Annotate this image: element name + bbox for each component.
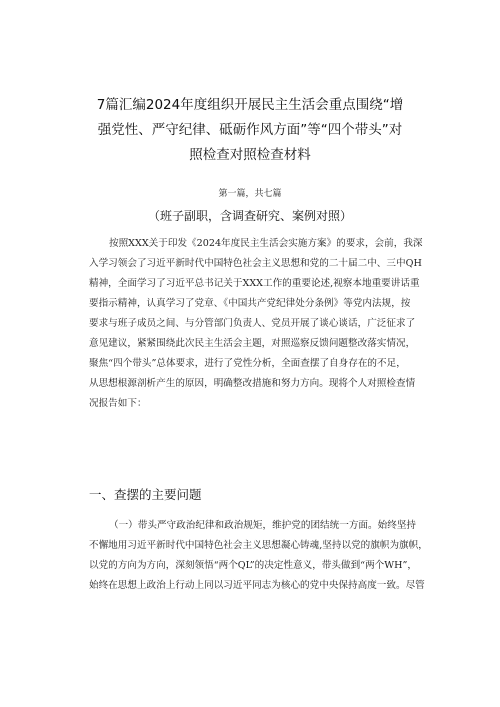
body-line: 以党的方向为方向，深刻领悟“两个QL”的决定性意义，带头做到“两个WH”， [89, 560, 417, 571]
intro-paragraph [89, 234, 433, 414]
body-line: （一）带头严守政治纪律和政治规矩，维护党的团结统一方面。始终坚持 [109, 520, 416, 531]
intro-line: 要求与班子成员之间、与分管部门负责人、党员开展了谈心谈话，广泛征求了 [89, 318, 416, 329]
intro-line: 况报告如下： [89, 398, 147, 409]
intro-line: 按照XXX关于印发《2024年度民主生活会实施方案》的要求，会前，我深 [109, 238, 423, 249]
title-line-2: 强党性、严守纪律、砥砺作风方面”等“四个带头”对 [97, 122, 403, 138]
intro-line: 意见建议，紧紧围绕此次民主生活会主题，对照巡察反馈问题整改落实情况， [89, 338, 416, 349]
section-heading-1: 一、查摆的主要问题 [89, 487, 202, 502]
document-subtitle: （班子副职，含调查研究、案例对照） [147, 209, 352, 223]
title-line-1: 7篇汇编2024年度组织开展民主生活会重点围绕“增 [96, 97, 404, 113]
piece-label: 第一篇，共七篇 [218, 189, 282, 199]
body-line: 始终在思想上政治上行动上同以习近平同志为核心的党中央保持高度一致。尽管 [89, 580, 425, 591]
document-title [60, 93, 440, 168]
title-line-3: 照检查对照检查材料 [189, 147, 311, 163]
intro-line: 精神，全面学习了习近平总书记关于XXX工作的重要论述,视察本地重要讲话重 [89, 278, 420, 289]
section-1-paragraph [89, 516, 433, 596]
intro-line: 从思想根源剖析产生的原因，明确整改措施和努力方向。现将个人对照检查情 [89, 378, 416, 389]
intro-line: 聚焦“四个带头”总体要求，进行了党性分析，全面查摆了自身存在的不足， [89, 358, 406, 369]
intro-line: 要指示精神，认真学习了党章、《中国共产党纪律处分条例》等党内法规，按 [89, 298, 411, 309]
body-line: 不懈地用习近平新时代中国特色社会主义思想凝心铸魂,坚持以党的旗帜为旗帜， [89, 540, 428, 551]
intro-line: 入学习领会了习近平新时代中国特色社会主义思想和党的二十届二中、三中QH [89, 258, 422, 269]
